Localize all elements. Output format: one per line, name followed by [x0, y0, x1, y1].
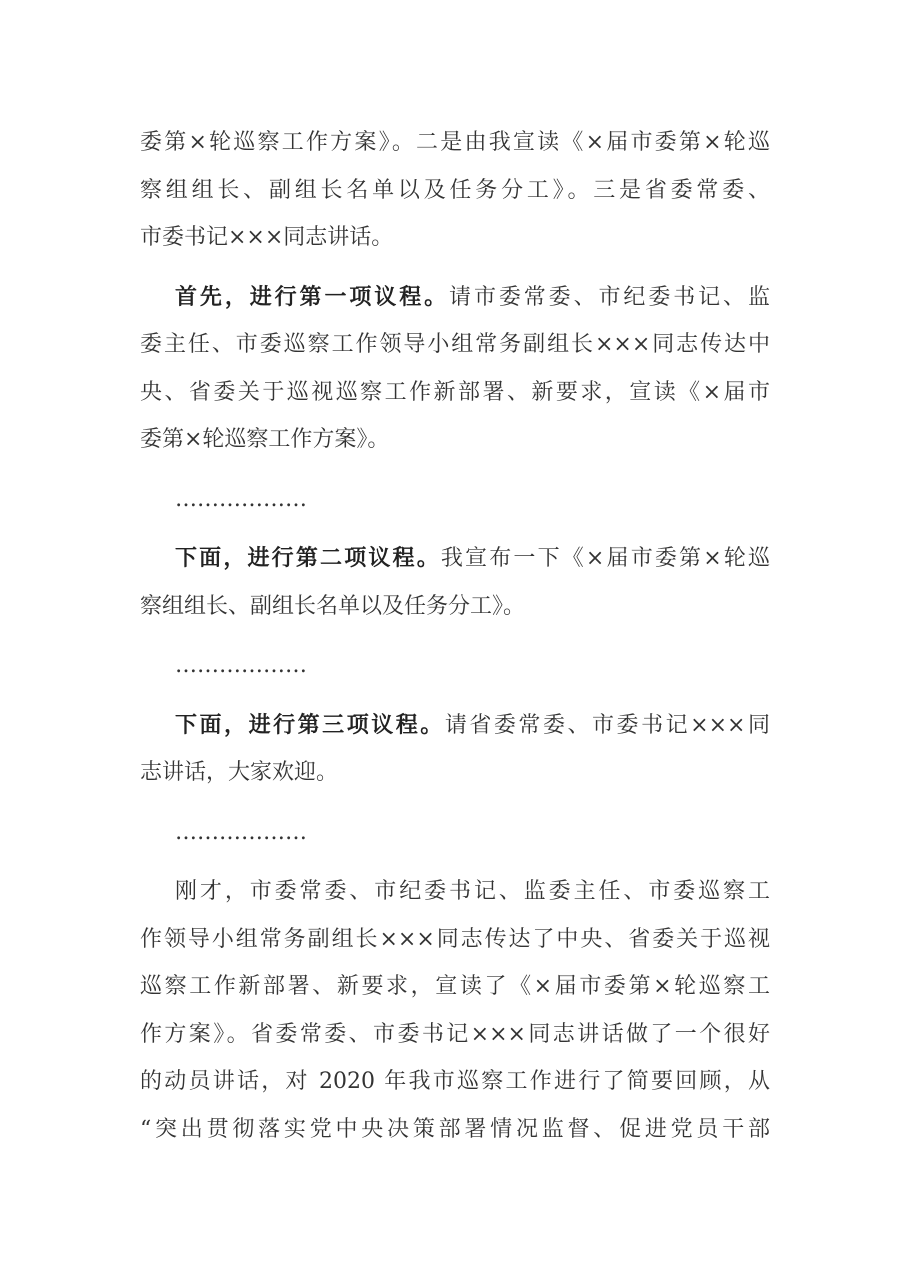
- text-line: 央、省委关于巡视巡察工作新部署、新要求，宣读《×届市: [140, 379, 770, 405]
- ellipsis-break: [140, 809, 770, 857]
- paragraph-summary: [140, 868, 770, 1153]
- document-body: [140, 119, 770, 1165]
- text-line: 志讲话，大家欢迎。: [140, 760, 339, 785]
- paragraph-lead: 下面，进行第二项议程。: [175, 546, 441, 571]
- ellipsis-break: [140, 642, 770, 690]
- text-line: [140, 535, 770, 583]
- text-line: 作方案》。省委常委、市委书记×××同志讲话做了一个很好: [140, 1021, 770, 1047]
- text-line: 委第×轮巡察工作方案》。: [140, 427, 390, 452]
- paragraph-lead: 首先，进行第一项议程。: [175, 284, 450, 310]
- text-line: 市委书记×××同志讲话。: [140, 225, 394, 250]
- ellipsis-break: [140, 476, 770, 524]
- paragraph-agenda-3: [140, 702, 770, 797]
- text-run: 请市委常委、市纪委书记、监: [449, 284, 770, 310]
- paragraph-agenda-1: [140, 274, 770, 464]
- text-line: [140, 702, 770, 750]
- paragraph-agenda-2: [140, 535, 770, 630]
- text-line: 刚才，市委常委、市纪委书记、监委主任、市委巡察工: [175, 879, 770, 904]
- paragraph: [140, 119, 770, 262]
- text-line: 巡察工作新部署、新要求，宣读了《×届市委第×轮巡察工: [140, 974, 770, 999]
- text-line: 作领导小组常务副组长×××同志传达了中央、省委关于巡视: [140, 926, 770, 952]
- text-line: “突出贯彻落实党中央决策部署情况监督、促进党员干部: [140, 1116, 770, 1142]
- text-line: 察组组长、副组长名单以及任务分工》。三是省委常委、: [140, 177, 770, 203]
- text-line: 委第×轮巡察工作方案》。二是由我宣读《×届市委第×轮巡: [140, 130, 770, 155]
- text-line: 委主任、市委巡察工作领导小组常务副组长×××同志传达中: [140, 332, 770, 357]
- text-line: ………………: [175, 486, 307, 512]
- text-line: ………………: [175, 819, 307, 845]
- paragraph-lead: 下面，进行第三项议程。: [175, 712, 445, 738]
- text-line: 的动员讲话，对 2020 年我市巡察工作进行了简要回顾，从: [140, 1069, 770, 1094]
- text-line: ………………: [175, 653, 307, 678]
- text-line: [140, 274, 770, 322]
- text-run: 请省委常委、市委书记×××同: [444, 712, 770, 738]
- text-run: 我宣布一下《×届市委第×轮巡: [440, 546, 770, 571]
- text-line: 察组组长、副组长名单以及任务分工》。: [140, 593, 526, 619]
